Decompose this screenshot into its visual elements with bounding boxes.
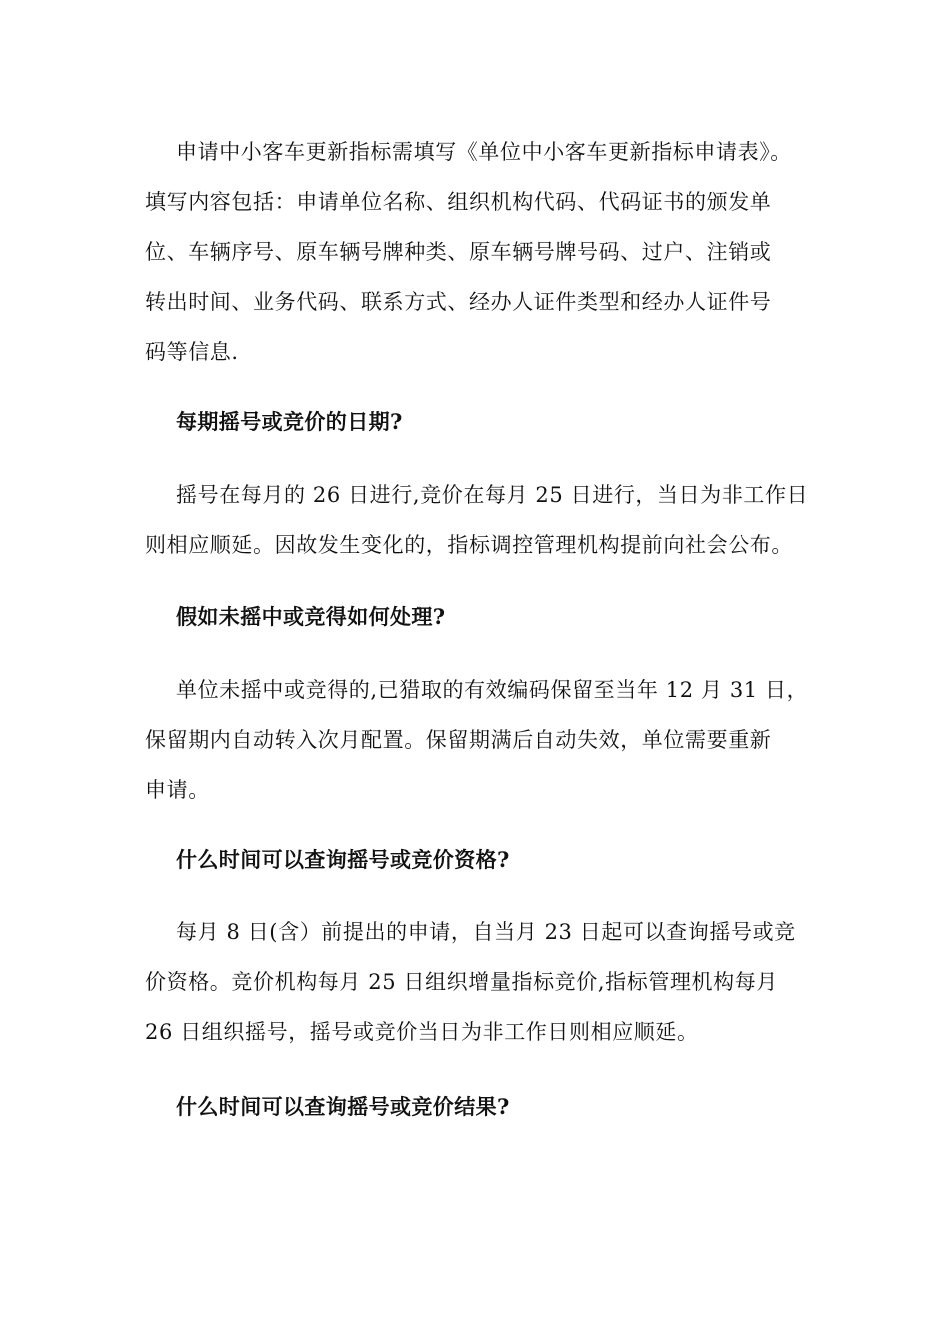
paragraph-line: 则相应顺延。因故发生变化的，指标调控管理机构提前向社会公布。 — [145, 533, 793, 557]
paragraph-line: 单位未摇中或竞得的,已猎取的有效编码保留至当年 12 月 31 日， — [176, 678, 809, 702]
paragraph-line: 申请。 — [145, 778, 210, 802]
paragraph-line: 价资格。竞价机构每月 25 日组织增量指标竞价,指标管理机构每月 — [145, 970, 778, 994]
paragraph-line: 填写内容包括：申请单位名称、组织机构代码、代码证书的颁发单 — [145, 190, 772, 214]
paragraph-line: 转出时间、业务代码、联系方式、经办人证件类型和经办人证件号 — [145, 290, 772, 314]
section-heading: 什么时间可以查询摇号或竞价结果? — [176, 1094, 510, 1119]
paragraph-line: 申请中小客车更新指标需填写《单位中小客车更新指标申请表》。 — [176, 140, 792, 164]
paragraph-line: 位、车辆序号、原车辆号牌种类、原车辆号牌号码、过户、注销或 — [145, 240, 772, 264]
paragraph-line: 码等信息. — [145, 340, 239, 364]
section-heading: 假如未摇中或竞得如何处理? — [176, 604, 446, 629]
paragraph-line: 保留期内自动转入次月配置。保留期满后自动失效，单位需要重新 — [145, 728, 772, 752]
section-heading: 什么时间可以查询摇号或竞价资格? — [176, 847, 510, 872]
paragraph-line: 摇号在每月的 26 日进行,竞价在每月 25 日进行，当日为非工作日 — [176, 483, 809, 507]
section-heading: 每期摇号或竞价的日期? — [176, 409, 403, 434]
paragraph-line: 26 日组织摇号，摇号或竞价当日为非工作日则相应顺延。 — [145, 1020, 699, 1044]
paragraph-line: 每月 8 日(含）前提出的申请，自当月 23 日起可以查询摇号或竞 — [176, 920, 796, 944]
